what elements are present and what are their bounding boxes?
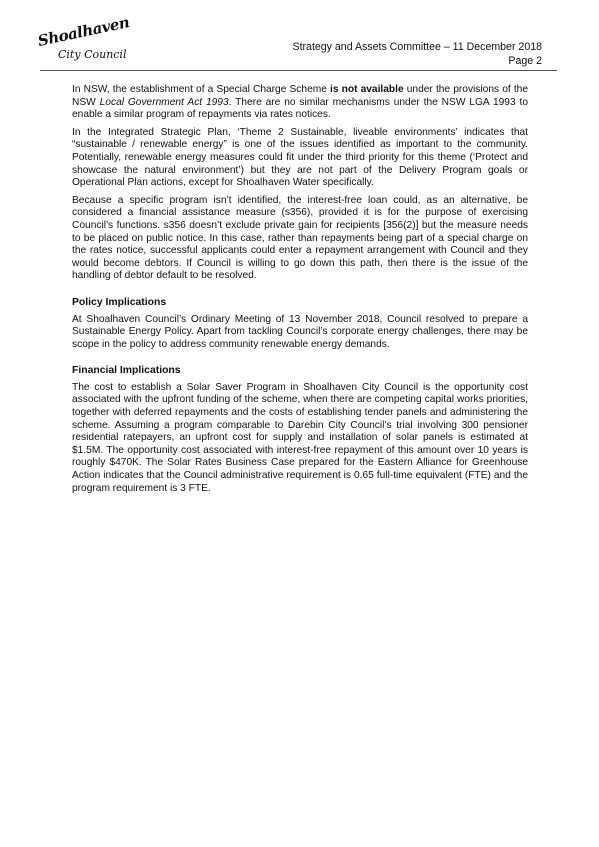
logo-subtitle: City Council	[58, 48, 127, 61]
p1-text-e: . There are no similar mechanisms under the NSW LGA 1993 to enable a similar program of repayments via rates notices.	[72, 96, 528, 121]
p1-text-c: under the provisions of the NSW	[72, 84, 528, 108]
page-number: Page 2	[508, 54, 542, 67]
document-body	[72, 84, 528, 500]
committee-title: Strategy and Assets Committee – 11 December 2018	[292, 41, 542, 53]
header-info	[293, 41, 542, 68]
p1-emphasis: is not available	[330, 84, 404, 95]
logo-wordmark: Shoalhaven	[36, 13, 131, 50]
paragraph-financial-assistance: Because a specific program isn’t identified, the interest-free loan could, as an alternative, be considered a financial assistance measure (s356), provided it is for the purpose of exercising Council’s functions. s356 doesn’t exclude private gain for recipients [356(2)] but the measure needs to be placed on public notice. In this case, rather than repayments being part of a special charge on the rates notice, successful applicants could enter a repayment arrangement with Council and they would become debtors. If Council is willing to go down this path, then there is the issue of the handling of debtor default to be resolved.	[72, 194, 528, 282]
policy-heading: Policy Implications	[72, 296, 167, 308]
financial-heading: Financial Implications	[72, 365, 181, 377]
financial-paragraph: The cost to establish a Solar Saver Program in Shoalhaven City Council is the opportunity cost associated with the upfront funding of the scheme, when there are competing capital works priorities, together with deferred repayments and the costs of establishing tender panels and administering the scheme. Assuming a program comparable to Darebin City Council’s trial involving 300 pensioner residential ratepayers, an upfront cost for supply and installation of solar panels is estimated at $1.5M. The opportunity cost associated with interest-free repayment of this amount over 10 years is roughly $470K. The Solar Rates Business Case prepared for the Eastern Alliance for Greenhouse Action indicates that the Council administrative requirement is 0.65 full-time equivalent (FTE) and the program requirement is 3 FTE.	[72, 381, 528, 494]
page-header	[36, 13, 546, 70]
p1-text-a: In NSW, the establishment of a Special Charge Scheme	[72, 84, 331, 95]
policy-paragraph: At Shoalhaven Council’s Ordinary Meeting of 13 November 2018, Council resolved to prepare a Sustainable Energy Policy. Apart from tackling Council’s corporate energy challenges, there may be scope in the policy to address community renewable energy demands.	[72, 313, 528, 350]
paragraph-strategic-plan: In the Integrated Strategic Plan, ‘Theme 2 Sustainable, liveable environments’ indicates that “sustainable / renewable energy” is one of the issues identified as important to the community. Potentially, renewable energy measures could fit under the third priority for this theme (‘Protect and showcase the natural environment’) but they are not part of the Delivery Program goals or Operational Plan actions, except for Shoalhaven Water specifically.	[72, 126, 528, 189]
header-divider	[40, 70, 557, 71]
p1-act-title: Local Government Act 1993	[99, 96, 229, 108]
shoalhaven-logo	[36, 13, 135, 64]
paragraph-special-charge	[72, 84, 528, 122]
